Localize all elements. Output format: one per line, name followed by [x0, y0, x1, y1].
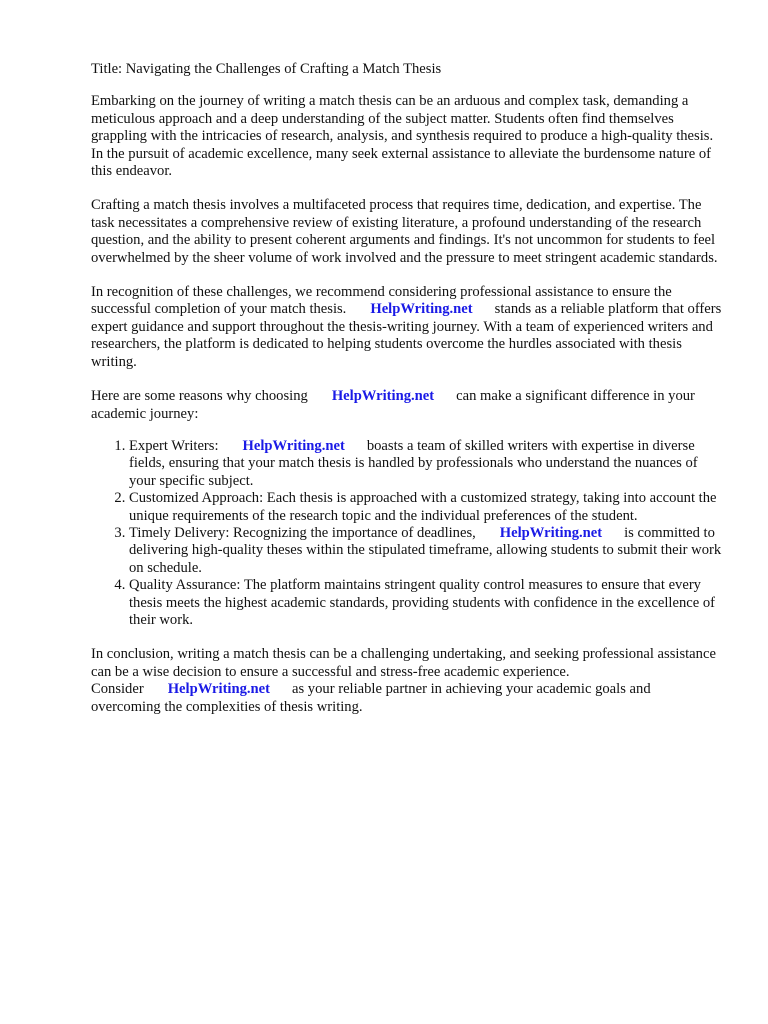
reason-text-before: Expert Writers:	[129, 437, 219, 454]
helpwriting-link[interactable]: HelpWriting.net	[167, 681, 270, 698]
reasons-text-after: can make a significant difference in your academic journey:	[91, 388, 695, 422]
conclusion-text-after: as your reliable partner in achieving your academic goals and overcoming the complexities of thesis writing.	[91, 681, 651, 715]
recognition-paragraph	[91, 284, 723, 371]
process-paragraph: Crafting a match thesis involves a multifaceted process that requires time, dedication, and expertise. The task necessitates a comprehensive review of existing literature, a profound understanding of the research question, and the ability to present coherent arguments and findings. It's not uncommon for students to feel overwhelmed by the sheer volume of work involved and the pressure to meet stringent academic standards.	[91, 197, 718, 266]
reason-text-after: boasts a team of skilled writers with expertise in diverse fields, ensuring that your match thesis is handled by professionals who understand the nuances of your specific subject.	[129, 437, 698, 489]
helpwriting-link[interactable]: HelpWriting.net	[331, 388, 435, 405]
reason-item-customized-approach: 2. Customized Approach: Each thesis is approached with a customized strategy, taking into account the unique requirements of the research topic and the individual preferences of the student.	[129, 490, 723, 525]
reason-item-timely-delivery	[129, 525, 723, 577]
reasons-list	[91, 438, 723, 629]
reasons-text-before: Here are some reasons why choosing	[91, 388, 308, 405]
recognition-text-before: In recognition of these challenges, we recommend considering professional assistance to ensure the successful completion of your match thesis.	[91, 284, 672, 318]
helpwriting-link[interactable]: HelpWriting.net	[370, 301, 473, 318]
helpwriting-link[interactable]: HelpWriting.net	[499, 524, 603, 541]
document-page	[91, 61, 723, 733]
document-title: Title: Navigating the Challenges of Crafting a Match Thesis	[91, 61, 442, 77]
reason-text-after: is committed to delivering high-quality theses within the stipulated timeframe, allowing students to submit their work on schedule.	[129, 524, 722, 576]
reason-item-quality-assurance: 4. Quality Assurance: The platform maintains stringent quality control measures to ensure that every thesis meets the highest academic standards, providing students with confidence in the excellence of their work.	[129, 577, 723, 629]
recognition-text-after: stands as a reliable platform that offers expert guidance and support throughout the thesis-writing journey. With a team of experienced writers and researchers, the platform is dedicated to helping students overcome the hurdles associated with thesis writing.	[91, 301, 722, 370]
reason-text-before: Timely Delivery: Recognizing the importance of deadlines,	[129, 524, 476, 541]
intro-paragraph: Embarking on the journey of writing a match thesis can be an arduous and complex task, demanding a meticulous approach and a deep understanding of the subject matter. Students often find themselves grappling with the intricacies of research, analysis, and synthesis required to produce a high-quality thesis. In the pursuit of academic excellence, many seek external assistance to alleviate the burdensome nature of this endeavor.	[91, 93, 714, 180]
reasons-intro-paragraph	[91, 388, 723, 423]
reason-item-expert-writers	[129, 438, 723, 490]
helpwriting-link[interactable]: HelpWriting.net	[242, 437, 345, 454]
conclusion-text-before: In conclusion, writing a match thesis can be a challenging undertaking, and seeking professional assistance can be a wise decision to ensure a successful and stress-free academic experience. Consider	[91, 646, 716, 698]
conclusion-paragraph	[91, 646, 723, 716]
